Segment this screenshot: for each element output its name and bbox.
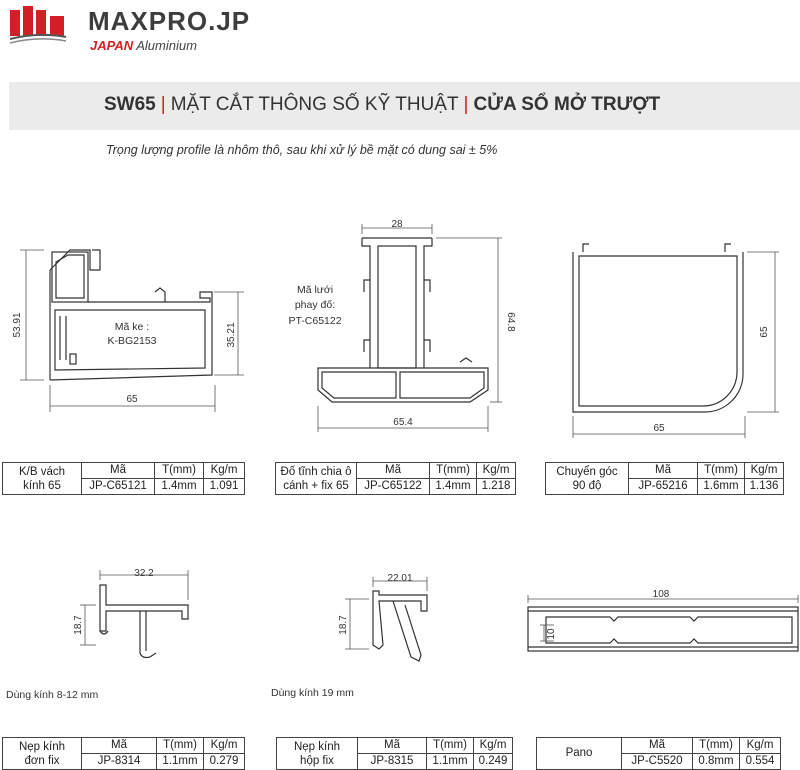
- profile-weight: 1.136: [745, 479, 784, 495]
- profile-code: JP-8314: [82, 754, 157, 770]
- brand-sub-japan: JAPAN: [90, 38, 134, 53]
- usage-note-jp-8315: Dùng kính 19 mm: [271, 687, 354, 699]
- page-title: [104, 94, 660, 116]
- header-weight: Kg/m: [740, 738, 781, 754]
- profile-code: JP-65216: [629, 479, 698, 495]
- profile-code: JP-C65122: [357, 479, 430, 495]
- profile-name: Pano: [537, 738, 622, 770]
- profile-name: Đố tĩnh chia ô cánh + fix 65: [276, 463, 357, 495]
- header-code: Mã: [357, 463, 430, 479]
- title-separator: |: [463, 94, 469, 115]
- corner-key-label: Mã ke :: [114, 321, 150, 333]
- header-thickness: T(mm): [427, 738, 474, 754]
- brand-subtitle: [90, 38, 197, 53]
- profile-drawing-jp-c65121: [0, 230, 260, 420]
- header-weight: Kg/m: [204, 738, 245, 754]
- profile-drawing-jp-c5520: [520, 585, 800, 660]
- header-code: Mã: [82, 463, 155, 479]
- profile-name: Nẹp kính đơn fix: [3, 738, 82, 770]
- dim-height: 10: [546, 628, 557, 640]
- header-weight: Kg/m: [474, 738, 513, 754]
- header-weight: Kg/m: [204, 463, 245, 479]
- header-weight: Kg/m: [745, 463, 784, 479]
- profile-name: Chuyển góc 90 độ: [546, 463, 629, 495]
- mesh-label: Mã lưới: [296, 284, 334, 296]
- profile-weight: 0.554: [740, 754, 781, 770]
- profile-thickness: 1.1mm: [427, 754, 474, 770]
- profile-drawing-jp-c65122: [270, 220, 530, 435]
- tolerance-note: Trọng lượng profile là nhôm thô, sau khi xử lý bề mặt có dung sai ± 5%: [106, 143, 498, 157]
- profile-thickness: 0.8mm: [693, 754, 740, 770]
- header-thickness: T(mm): [155, 463, 204, 479]
- profile-weight: 1.218: [477, 479, 516, 495]
- dim-width: 65.4: [393, 417, 413, 428]
- profile-weight: 0.279: [204, 754, 245, 770]
- spec-table-jp-65216: [545, 462, 784, 495]
- profile-weight: 0.249: [474, 754, 513, 770]
- dim-height: 18.7: [338, 615, 349, 635]
- dim-width: 22.01: [387, 573, 413, 584]
- profile-weight: 1.091: [204, 479, 245, 495]
- spec-table-jp-c65121: [2, 462, 245, 495]
- dim-height: 53.91: [12, 312, 23, 338]
- profile-drawing-jp-65216: [555, 230, 800, 435]
- dim-top-width: 28: [391, 219, 403, 230]
- header-thickness: T(mm): [430, 463, 477, 479]
- dim-width: 65: [653, 423, 665, 434]
- profile-code: JP-8315: [358, 754, 427, 770]
- profile-thickness: 1.6mm: [698, 479, 745, 495]
- dim-height: 18.7: [73, 615, 84, 635]
- header-code: Mã: [629, 463, 698, 479]
- brand-sub-aluminium: Aluminium: [136, 38, 197, 53]
- header-code: Mã: [622, 738, 693, 754]
- mesh-label-2: phay đố:: [294, 299, 336, 311]
- profile-code: JP-C5520: [622, 754, 693, 770]
- maxpro-logo-icon: [8, 6, 68, 46]
- header-weight: Kg/m: [477, 463, 516, 479]
- title-product: CỬA SỔ MỞ TRƯỢT: [473, 94, 661, 115]
- dim-width: 65: [126, 394, 138, 405]
- profile-thickness: 1.1mm: [157, 754, 204, 770]
- title-code: SW65: [104, 94, 156, 115]
- title-middle: MẶT CẮT THÔNG SỐ KỸ THUẬT: [170, 94, 459, 115]
- profile-drawing-jp-8315: [335, 565, 445, 670]
- spec-table-jp-c5520: [536, 737, 781, 770]
- brand-name: MAXPRO.JP: [88, 6, 251, 36]
- corner-key-code: K-BG2153: [107, 335, 157, 347]
- title-separator: |: [160, 94, 166, 115]
- spec-table-jp-8315: [276, 737, 513, 770]
- header-thickness: T(mm): [693, 738, 740, 754]
- profile-code: JP-C65121: [82, 479, 155, 495]
- profile-name: Nẹp kính hộp fix: [277, 738, 358, 770]
- dim-inner-height: 35.21: [226, 322, 237, 348]
- spec-table-jp-8314: [2, 737, 245, 770]
- spec-table-jp-c65122: [275, 462, 516, 495]
- profile-drawing-jp-8314: [70, 565, 200, 665]
- header-thickness: T(mm): [698, 463, 745, 479]
- mesh-code: PT-C65122: [288, 315, 342, 327]
- usage-note-jp-8314: Dùng kính 8-12 mm: [6, 689, 99, 701]
- profile-thickness: 1.4mm: [155, 479, 204, 495]
- header-code: Mã: [358, 738, 427, 754]
- header-code: Mã: [82, 738, 157, 754]
- profile-name: K/B vách kính 65: [3, 463, 82, 495]
- dim-height: 65: [759, 326, 770, 338]
- dim-height: 64.8: [505, 312, 516, 332]
- profile-thickness: 1.4mm: [430, 479, 477, 495]
- header-thickness: T(mm): [157, 738, 204, 754]
- dim-width: 108: [652, 589, 670, 600]
- dim-width: 32.2: [134, 568, 154, 579]
